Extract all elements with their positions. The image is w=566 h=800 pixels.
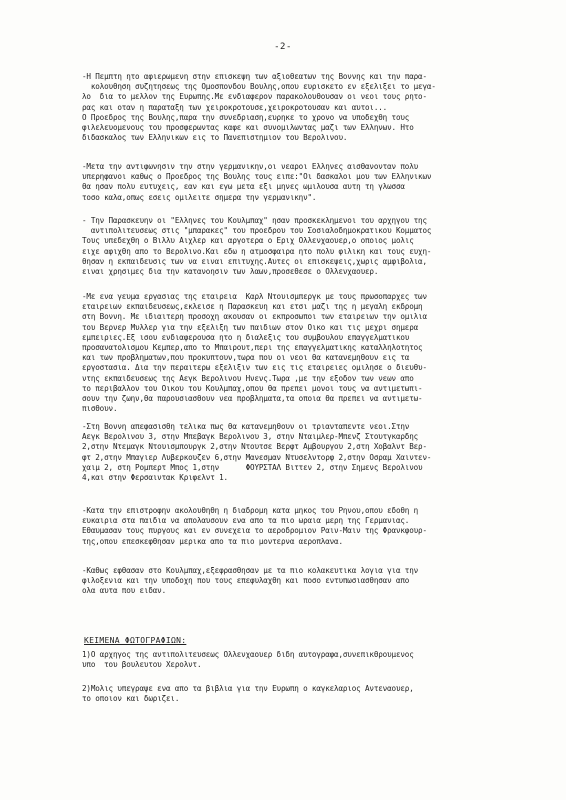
paragraph-line: προσανατολισμου Κεμπερ,απο το Μπαιρουτ,περι της επαγγελματικης καταλληλοτητος bbox=[82, 343, 423, 353]
paragraph-line: ευκαιρια στα παιδια να απολαυσουν ενα απο τα πιο ωραια μερη της Γερμανιας. bbox=[82, 516, 410, 526]
paragraph-line: - Την Παρασκευην οι "Ελληνες του Κουλμπαχ" ησαν προσκεκλημενοι του αρχηγου της bbox=[82, 216, 427, 225]
paragraph-line: θησαν η εκπαιδευσις των να ειναι επιτυχης.Αυτες οι επισκεψεις,χωρις αμφιβολια, bbox=[82, 256, 427, 266]
paragraph-line: ντης εκπαιδευσεως της Αεγκ Βερολινου Ηνενς.Τωρα ,με την εξοδον των νεων απο bbox=[82, 373, 414, 383]
paragraph-line: ειναι χρησιμες δια την κατανοησιν των λαων,προσεθεσε ο Ολλενχαουερ. bbox=[82, 267, 379, 277]
paragraph-line: ρας και οταν η παραταξη των χειροκροτουσε,χειροκροτουσαν και αυτοι... bbox=[82, 102, 388, 112]
paragraph-line: -Στη Βοννη απεφασισθη τελικα πως θα κατανεμηθουν οι τριανταπεντε νεοι.Στην bbox=[82, 422, 410, 431]
paragraph-line: θα ησαν πολυ ευτυχεις, εαν και εγω μετα εξι μηνες ωμιλουσα αυτη τη γλωσσα bbox=[82, 182, 405, 192]
paragraph-line: Αεγκ Βερολινου 3, στην Μπεβαγκ Βερολινου 3, στην Νταιμλερ-Μπενζ Στουτγκαρδης bbox=[82, 432, 419, 442]
paragraph-speech-german bbox=[82, 162, 552, 203]
paragraph-line: το περιβαλλον του Οικου του Κουλμπαχ,οπου θα πρεπει μονοι τους να αντιμετωπι- bbox=[82, 383, 423, 393]
paragraph-line: φτ 2,στην Μπαγιερ Λυβερκουζεν 6,στην Μανεσμαν Ντυσελντορφ 2,στην Οσραμ Χαιντεν- bbox=[82, 452, 432, 462]
paragraph-working-lunch bbox=[82, 292, 552, 414]
paragraph-line: αντιπολιτευσεως στις "μπαρακες" του προεδρου του Σοσιαλοδημοκρατικου Κομματος bbox=[82, 226, 432, 236]
paragraph-line: ειχε αφιχθη απο το Βερολινο.Και εδω η ατμοσφαιρα ητο πολυ φιλικη και τους ευχη- bbox=[82, 246, 432, 256]
paragraph-return-trip bbox=[82, 506, 552, 547]
paragraph-line: -Καθως εφθασαν στο Κουλμπαχ,εξεφρασθησαν με τα πιο κολακευτικα λογια για την bbox=[82, 566, 419, 575]
paragraph-line: του Βερνερ Μυλλερ για την εξελιξη των παιδιων στον Οικο και τις μεχρι σημερα bbox=[82, 322, 419, 332]
paragraph-line: 2,στην Ντεμαγκ Ντουισμπουργκ 2,στην Ντουτσε Βερφτ Αμβουργου 2,στη Χοβαλντ Βερ- bbox=[82, 442, 427, 452]
paragraph-line: -Μετα την αντιφωνησιν την στην γερμανικην,οι νεαροι Ελληνες αισθανονταν πολυ bbox=[82, 162, 419, 171]
paragraph-line: εμπειριες.Εξ ισου ενδιαφερουσα ητο η διαλεξις του συμβουλου επαγγελματικου bbox=[82, 332, 410, 342]
paragraph-line: διδασκαλος των Ελληνικων εις το Πανεπιστημιον του Βερολινου. bbox=[82, 133, 348, 143]
caption-line: 1)Ο αρχηγος της αντιπολιτευσεως Ολλενχαουερ διδη αυτογραφα,συνεπικθρουμενος bbox=[82, 650, 414, 659]
paragraph-line: χαιμ 2, στη Ρομπερτ Μπος 1,στην ΦΟΥΡΣΤΑΛ Βιττεν 2, στην Σημενς Βερολινου bbox=[82, 462, 423, 472]
paragraph-line: πισθουν. bbox=[82, 404, 118, 414]
paragraph-line: στη Βοννη. Με ιδιαιτερη προσοχη ακουσαν οι εκπροσωποι των εταιρειων την ομιλια bbox=[82, 312, 427, 322]
paragraph-line: ολα αυτα που ειδαν. bbox=[82, 586, 167, 596]
paragraph-line: 4,και στην Φερσαιντακ Κριφελντ 1. bbox=[82, 473, 228, 483]
paragraph-line: τοσο καλα,οπως εσεις ομιλειτε σημερα την γερμανικην". bbox=[82, 192, 317, 202]
caption-line: το οποιον και δωριζει. bbox=[82, 694, 180, 704]
paragraph-line: σουν την ζωην,θα παρουσιασθουν νεα προβληματα,τα οποια θα πρεπει να αντιμετω- bbox=[82, 394, 423, 404]
paragraph-line: Ο Προεδρος της Βουλης,παρα την συνεδριαση,ευρηκε το χρονο να υποδεχθη τους bbox=[82, 112, 410, 122]
caption-line: υπο του βουλευτου Χερολντ. bbox=[82, 660, 202, 670]
captions-title: ΚΕΙΜΕΝΑ ΦΩΤΟΓΡΑΦΙΩΝ: bbox=[84, 636, 187, 645]
paragraph-line: φιλοξενια και την υποδοχη που τους επεφυλαχθη και ποσο εντυπωσιασθησαν απο bbox=[82, 576, 410, 586]
paragraph-line: λο δια το μελλον της Ευρωπης.Με ενδιαφερον παρακολουθουσαν οι νεοι τους ρητο- bbox=[82, 92, 427, 102]
paragraph-line: εταιρειων εκπαιδευσεως,εκλεισε η Παρασκευη και ετσι μαζι της η μεγαλη εκδρομη bbox=[82, 302, 423, 312]
paragraph-line: υπερηφανοι καθως ο Προεδρος της Βουλης τους ειπε:"Οι δασκαλοι μου των Ελληνικων bbox=[82, 172, 432, 182]
paragraph-line: της,οπου επεσκεφθησαν μερικα απο τα πιο μοντερνα αεροπλανα. bbox=[82, 536, 343, 546]
paragraph-allocation bbox=[82, 422, 552, 483]
paragraph-line: -Κατα την επιστροφην ακολουθηθη η διαδρομη κατα μηκος του Ρηνου,οπου εδοθη η bbox=[82, 506, 419, 515]
paragraph-visit-bonn bbox=[82, 72, 552, 143]
paragraph-line: Τους υπεδεχθη ο Βιλλυ Αιχλερ και αργοτερα ο Εριχ Ολλενχαουερ,ο οποιος μολις bbox=[82, 236, 414, 246]
paragraph-arrival-kulmbach bbox=[82, 566, 552, 597]
paragraph-line: κολουθηση συζητησεως της Ομοσπονδου Βουλης,οπου ευρισκετο εν εξελιξει το μεγα- bbox=[82, 82, 436, 92]
paragraph-opposition-visit bbox=[82, 216, 552, 277]
paragraph-line: και των προβληματων,που προκυπτουν,τωρα που οι νεοι θα κατανεμηθουν εις τα bbox=[82, 353, 410, 363]
paragraph-line: φιλελευομενους του προσφερωντας καφε και συνομιλωντας μαζι των Ελληνων. Ητο bbox=[82, 123, 414, 133]
paragraph-line: -Με ενα γευμα εργασιας της εταιρεια Καρλ Ντουισμπεργκ με τους πρωσοπαρχες των bbox=[82, 292, 427, 301]
paragraph-line: -Η Πεμπτη ητο αφιερωμενη στην επισκεψη των αξιοθεατων της Βοννης και την παρα- bbox=[82, 72, 427, 81]
caption-item-2 bbox=[82, 684, 552, 704]
paragraph-line: Εθαυμασαν τους πυργους και εν συνεχεια το αεροδρομιον Ραιν-Μαιν της Φρανκφουρ- bbox=[82, 526, 427, 536]
page-number: -2- bbox=[274, 42, 292, 52]
caption-item-1 bbox=[82, 650, 552, 670]
caption-line: 2)Μολις υπεγραψε ενα απο τα βιβλια για την Ευρωπη ο καγκελαριος Αντεναουερ, bbox=[82, 684, 414, 693]
paragraph-line: εργοστασια. Δια την περαιτερω εξελιξιν των εις τις εταιρειες ομιλησε ο διευθυ- bbox=[82, 363, 427, 373]
